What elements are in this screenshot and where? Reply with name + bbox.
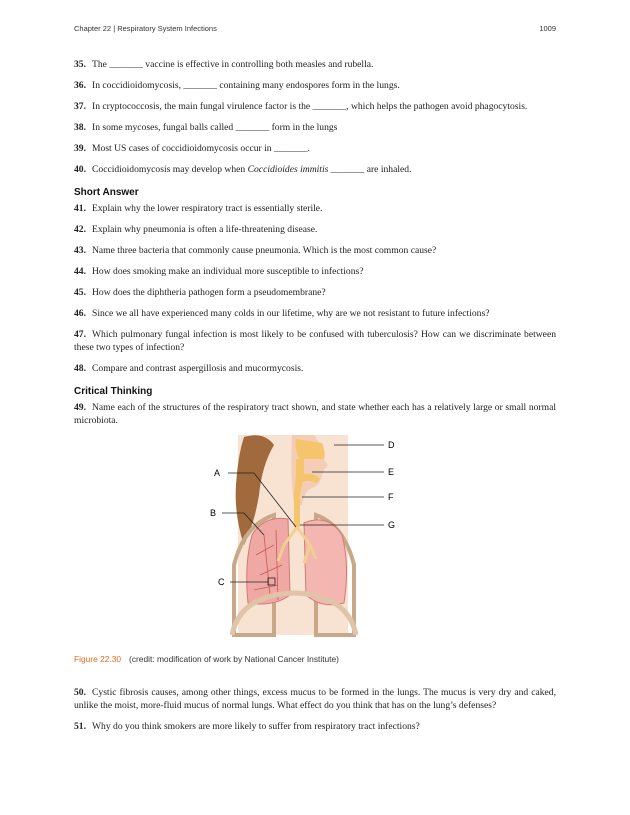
label-c: C: [218, 577, 225, 587]
question-45: 45. How does the diphtheria pathogen form a pseudomembrane?: [74, 287, 326, 298]
question-43: 43. Name three bacteria that commonly cause pneumonia. Which is the most common cause?: [74, 245, 437, 256]
label-f: F: [388, 492, 394, 502]
question-50: 50. Cystic fibrosis causes, among other things, excess mucus to be formed in the lungs. The mucus is very dry and caked, unlike the moist, more-fluid mucus of normal lungs. What effect do you think that has on the lung’s defenses?: [74, 687, 556, 711]
respiratory-diagram: [204, 435, 414, 637]
label-a: A: [214, 468, 221, 478]
question-49: 49. Name each of the structures of the respiratory tract shown, and state whether each has a relatively large or small normal microbiota.: [74, 402, 556, 426]
question-36: 36. In coccidioidomycosis, _______ containing many endospores form in the lungs.: [74, 80, 400, 91]
critical-thinking-heading: Critical Thinking: [74, 386, 153, 397]
page-content: [74, 58, 556, 741]
question-47: 47. Which pulmonary fungal infection is most likely to be confused with tuberculosis? How can we discriminate between these two types of infection?: [74, 329, 556, 353]
right-lung: [304, 520, 347, 605]
question-39: 39. Most US cases of coccidioidomycosis occur in _______.: [74, 143, 310, 154]
question-35: 35. The _______ vaccine is effective in controlling both measles and rubella.: [74, 59, 374, 70]
question-48: 48. Compare and contrast aspergillosis and mucormycosis.: [74, 363, 304, 374]
respiratory-tract-figure: [74, 435, 556, 645]
page-number: 1009: [539, 24, 556, 33]
question-51: 51. Why do you think smokers are more likely to suffer from respiratory tract infections?: [74, 721, 420, 732]
figure-credit: (credit: modification of work by National Cancer Institute): [129, 654, 339, 664]
figure-caption: [74, 653, 556, 666]
label-d: D: [388, 440, 395, 450]
figure-number: Figure 22.30: [74, 654, 122, 664]
chapter-title: Chapter 22 | Respiratory System Infections: [74, 24, 217, 33]
question-41: 41. Explain why the lower respiratory tract is essentially sterile.: [74, 203, 323, 214]
species-name: Coccidioides immitis: [247, 164, 329, 175]
question-42: 42. Explain why pneumonia is often a life-threatening disease.: [74, 224, 318, 235]
label-b: B: [210, 508, 217, 518]
running-header: [74, 24, 556, 33]
label-g: G: [388, 520, 396, 530]
label-e: E: [388, 467, 395, 477]
question-40: 40. Coccidioidomycosis may develop when Coccidioides immitis _______ are inhaled.: [74, 164, 412, 175]
short-answer-heading: Short Answer: [74, 187, 139, 198]
question-37: 37. In cryptococcosis, the main fungal virulence factor is the _______, which helps the pathogen avoid phagocytosis.: [74, 101, 528, 112]
question-46: 46. Since we all have experienced many colds in our lifetime, why are we not resistant to future infections?: [74, 308, 490, 319]
question-38: 38. In some mycoses, fungal balls called _______ form in the lungs: [74, 122, 338, 133]
question-44: 44. How does smoking make an individual more susceptible to infections?: [74, 266, 364, 277]
